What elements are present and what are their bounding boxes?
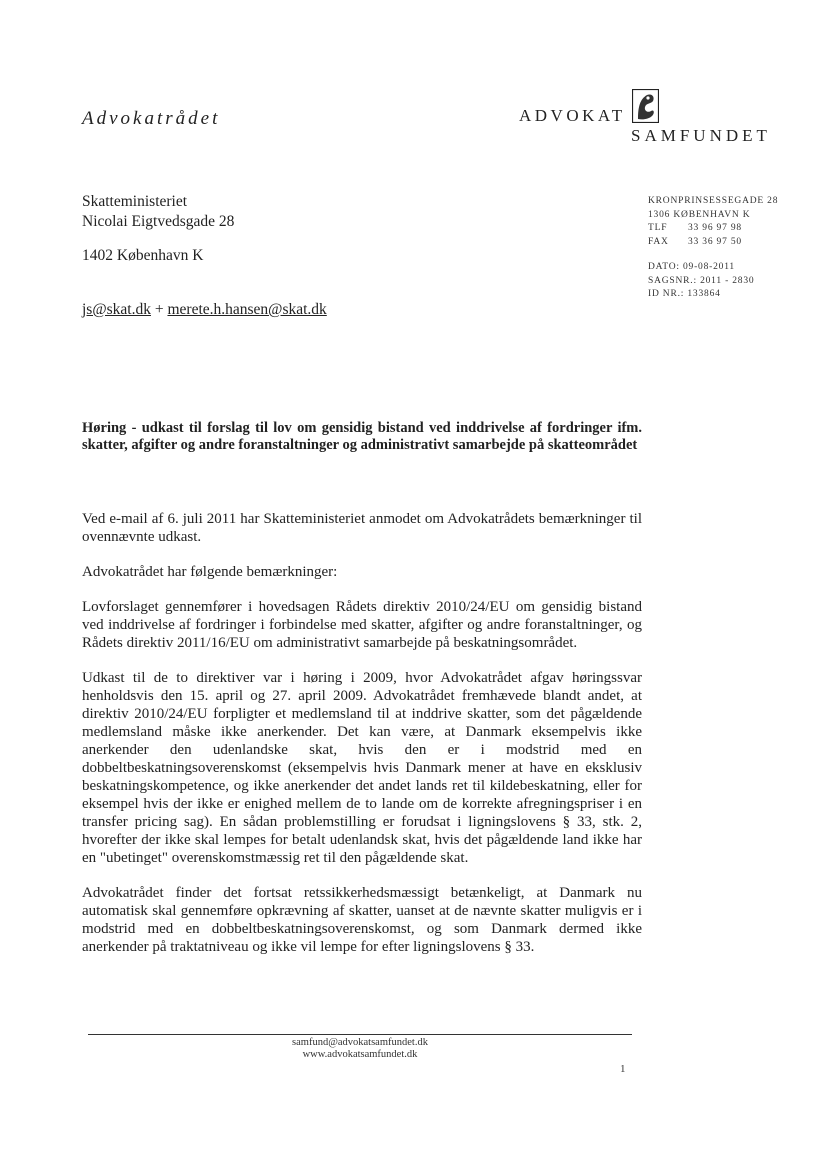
- footer: [88, 1037, 632, 1061]
- letter-date: DATO: 09-08-2011: [648, 262, 735, 272]
- email-link-2[interactable]: merete.h.hansen@skat.dk: [167, 301, 327, 318]
- brand-advokat: ADVOKAT: [519, 106, 626, 125]
- advokatsamfundet-logo-icon: [632, 89, 659, 123]
- recipient-street: Nicolai Eigtvedsgade 28: [82, 213, 235, 230]
- paragraph: Lovforslaget gennemfører i hovedsagen Rådets direktiv 2010/24/EU om gensidig bistand ved inddrivelse af fordringer i forbindelse med skatter, afgifter og andre foranstaltninger, og Rådets direktiv 2011/16/EU om administrativt samarbejde på beskatningsområdet.: [82, 599, 642, 651]
- fax-label: FAX: [648, 236, 669, 247]
- fax-number: 33 36 97 50: [688, 236, 742, 247]
- recipient-name: Skatteministeriet: [82, 193, 188, 210]
- sender-info: [648, 195, 778, 302]
- sender-address: KRONPRINSESSEGADE 28: [648, 196, 779, 206]
- letter-subject: Høring - udkast til forslag til lov om gensidig bistand ved inddrivelse af fordringer ifm. skatter, afgifter og andre foranstaltninger og administrativt samarbejde på skatteområdet: [82, 420, 642, 453]
- paragraph: Udkast til de to direktiver var i høring i 2009, hvor Advokatrådet afgav høringssvar henholdsvis den 15. april og 27. april 2009. Advokatrådet fremhævede blandt andet, at direktiv 2010/24/EU forpligter et medlemsland til at inddrive skatter, som det pågældende medlemsland måske ikke anerkender. Det kan være, at Danmark eksempelvis ikke anerkender den udenlandske skat, hvis den er i modstrid med en dobbeltbeskatningsoverenskomst (eksempelvis hvis Danmark mener at have en eksklusiv beskatningskompetence, og ikke anerkender det andet lands ret til kildebeskatning, eller for eksempel hvis der ikke er enighed mellem de to lande om de korrekte afregningspriser i en transfer pricing sag). En sådan problemstilling er forudsat i ligningslovens § 33, stk. 2, hvorefter der ikke skal lempes for betalt udenlandsk skat, hvis det pågældende land ikke har en "ubetinget" overenskomstmæssig ret til den pågældende skat.: [82, 670, 642, 866]
- brand-samfundet: SAMFUNDET: [631, 126, 771, 145]
- footer-website[interactable]: www.advokatsamfundet.dk: [302, 1049, 418, 1060]
- brand-advokatraadet: Advokatrådet: [82, 108, 221, 129]
- paragraph: Advokatrådet finder det fortsat retssikkerhedsmæssigt betænkeligt, at Danmark nu automatisk skal gennemføre opkrævning af skatter, uanset at de nævnte skatter muligvis er i modstrid med en dobbeltbeskatningsoverenskomst, og som Danmark dermed ikke anerkender på traktatniveau og ikke vil lempe for efter ligningslovens § 33.: [82, 885, 642, 955]
- id-number: ID NR.: 133864: [648, 289, 721, 299]
- email-link-1[interactable]: js@skat.dk: [82, 301, 151, 318]
- phone-label: TLF: [648, 223, 668, 233]
- phone-number: 33 96 97 98: [688, 223, 742, 233]
- paragraph: Ved e-mail af 6. juli 2011 har Skatteministeriet anmodet om Advokatrådets bemærkninger til ovennævnte udkast.: [82, 511, 642, 545]
- recipient-emails: [82, 301, 327, 319]
- recipient-address: [82, 192, 234, 266]
- paragraph: Advokatrådet har følgende bemærkninger:: [82, 564, 338, 580]
- recipient-city: 1402 København K: [82, 247, 204, 264]
- sender-phone: [648, 222, 778, 236]
- letter-body: [82, 510, 642, 973]
- footer-email[interactable]: samfund@advokatsamfundet.dk: [292, 1037, 428, 1048]
- sender-fax: [648, 236, 778, 250]
- case-number: SAGSNR.: 2011 - 2830: [648, 275, 755, 286]
- footer-divider: [88, 1034, 632, 1035]
- page-number: 1: [620, 1063, 626, 1075]
- sender-city: 1306 KØBENHAVN K: [648, 209, 751, 220]
- email-separator: +: [150, 301, 168, 318]
